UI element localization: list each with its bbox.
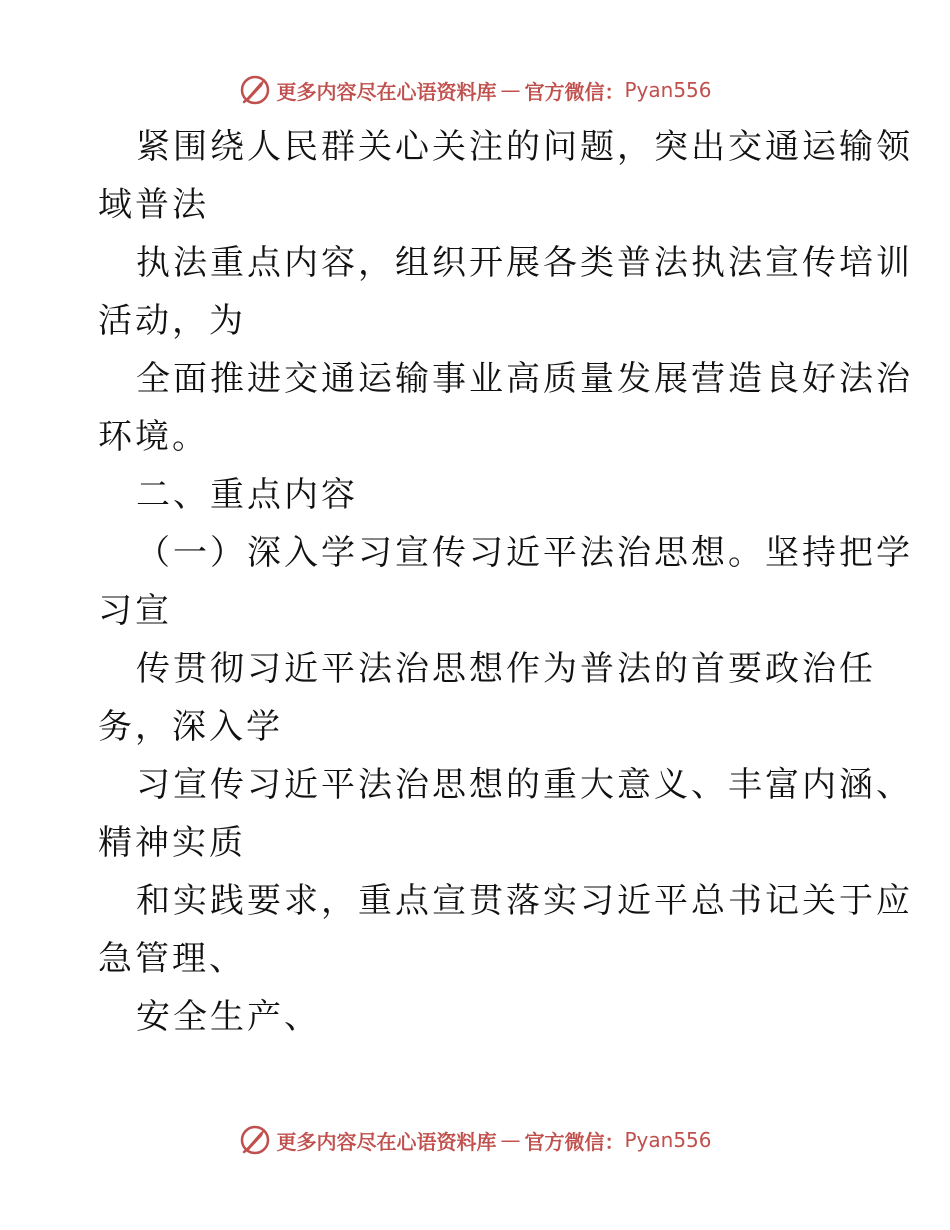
header-wechat-label: 官方微信： [524, 79, 625, 104]
quill-pen-logo-icon [238, 73, 272, 107]
section-heading: 二、重点内容 [136, 475, 358, 515]
footer-banner-separator: — [500, 1128, 521, 1152]
document-body [98, 118, 913, 1046]
paragraph-line: 传贯彻习近平法治思想作为普法的首要政治任 [136, 649, 876, 689]
paragraph-line: 和实践要求，重点宣贯落实习近平总书记关于应 [136, 881, 913, 921]
paragraph-line: 紧围绕人民群关心关注的问题，突出交通运输领 [136, 127, 913, 167]
paragraph-line: 安全生产、 [136, 997, 321, 1037]
paragraph-line: 精神实质 [98, 823, 246, 863]
paragraph-line: 习宣传习近平法治思想的重大意义、丰富内涵、 [136, 765, 913, 805]
header-banner [0, 70, 950, 110]
header-banner-text: 更多内容尽在心语资料库 [276, 79, 497, 104]
quill-pen-logo-icon [238, 1123, 272, 1157]
paragraph-line: 域普法 [98, 185, 209, 225]
paragraph-line: 务，深入学 [98, 707, 283, 747]
paragraph-line: 急管理、 [98, 939, 246, 979]
paragraph-line: （一）深入学习宣传习近平法治思想。坚持把学 [136, 533, 913, 573]
header-banner-separator: — [500, 78, 521, 102]
paragraph-line: 执法重点内容，组织开展各类普法执法宣传培训 [136, 243, 913, 283]
paragraph-line: 全面推进交通运输事业高质量发展营造良好法治 [136, 359, 913, 399]
footer-wechat-id: Pyan556 [624, 1128, 712, 1152]
paragraph-line: 环境。 [98, 417, 209, 457]
paragraph-line: 活动，为 [98, 301, 246, 341]
footer-banner-text: 更多内容尽在心语资料库 [276, 1129, 497, 1154]
footer-banner [0, 1120, 950, 1160]
paragraph-line: 习宣 [98, 591, 172, 631]
header-wechat-id: Pyan556 [624, 78, 712, 102]
footer-wechat-label: 官方微信： [524, 1129, 625, 1154]
